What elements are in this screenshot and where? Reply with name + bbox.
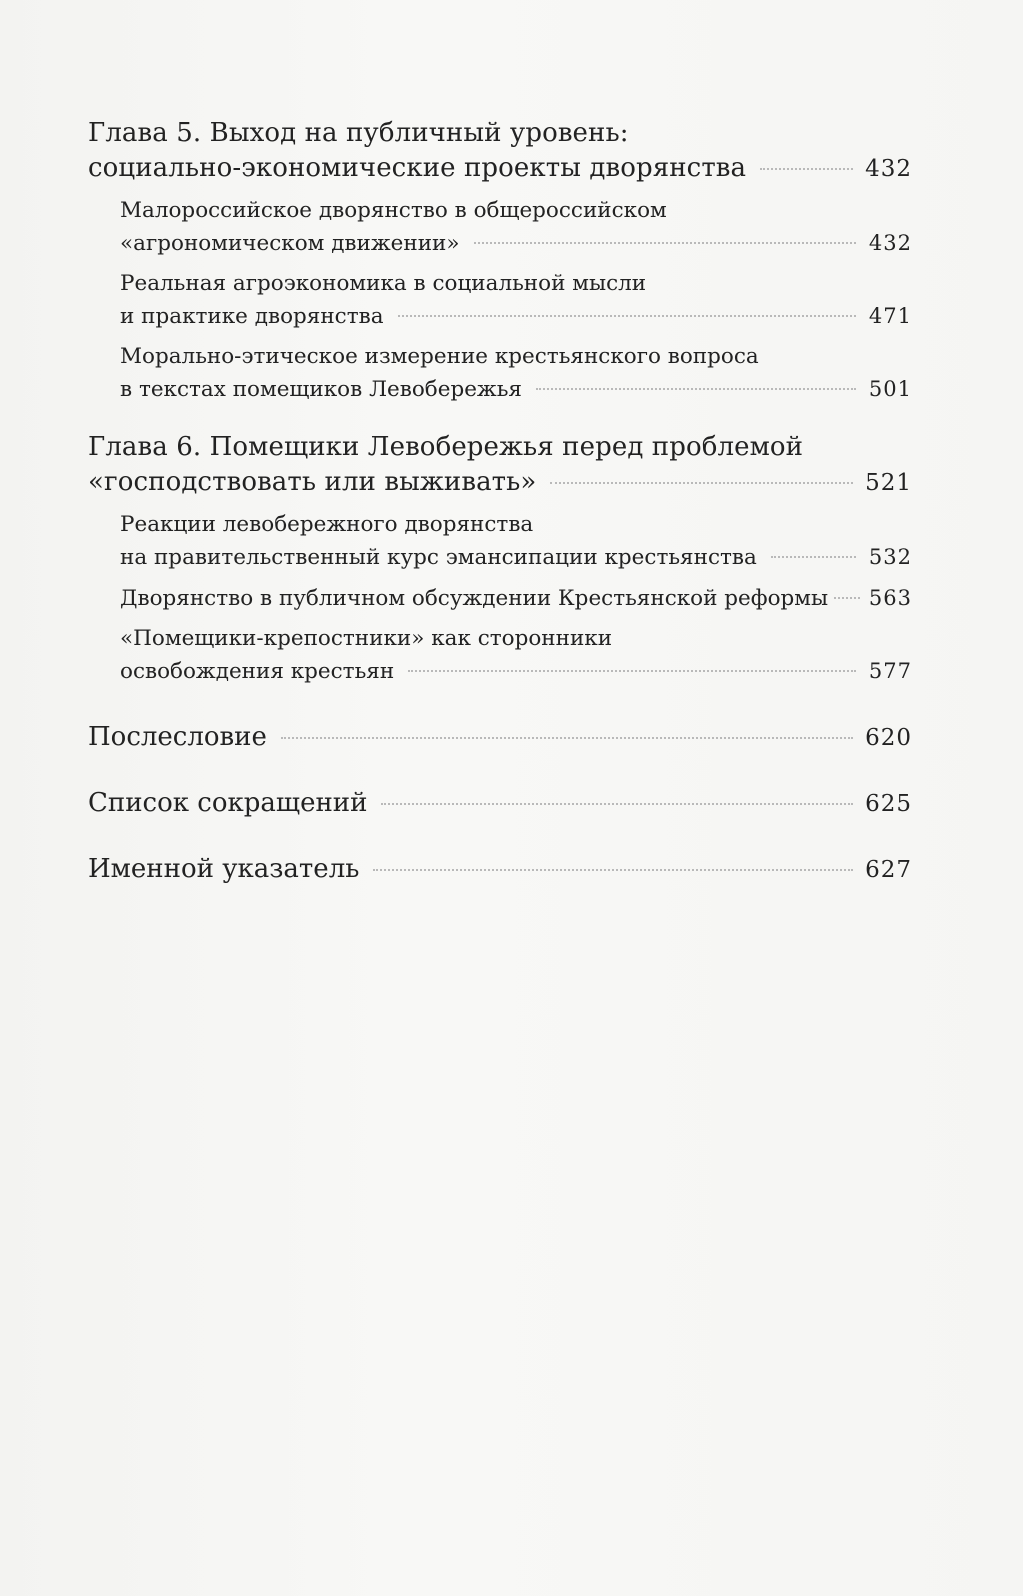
section-title-line-2 [120, 541, 912, 574]
section-title-line-1 [120, 509, 912, 541]
section-title-line-2 [120, 300, 912, 333]
page-number: 563 [868, 586, 912, 610]
page-number: 532 [868, 545, 912, 569]
section-title: Морально-этическое измерение крестьянского вопроса [120, 344, 759, 369]
section-title: освобождения крестьян [120, 659, 395, 684]
dot-leader [474, 242, 856, 244]
page-number: 577 [868, 659, 912, 683]
dot-leader [771, 556, 856, 558]
entry-line [88, 786, 912, 822]
section-title: в текстах помещиков Левобережья [120, 377, 522, 402]
dot-leader [536, 388, 856, 390]
chapter-title-line-1 [88, 116, 912, 151]
dot-leader [760, 168, 853, 170]
section-title: Дворянство в публичном обсуждении Крестьянской реформы [120, 586, 829, 611]
toc-section[interactable] [120, 623, 912, 688]
section-title: на правительственный курс эмансипации крестьянства [120, 545, 757, 570]
toc-chapter-5[interactable] [88, 116, 912, 187]
entry-title: Именной указатель [88, 854, 360, 884]
chapter-title: Глава 6. Помещики Левобережья перед проблемой [88, 432, 804, 462]
entry-title: Послесловие [88, 722, 267, 752]
page-number: 432 [865, 156, 912, 182]
page-number: 501 [868, 377, 912, 401]
dot-leader [373, 869, 853, 871]
page-number: 471 [868, 304, 912, 328]
dot-leader [281, 737, 853, 739]
toc-chapter-6[interactable] [88, 430, 912, 501]
page-number: 620 [865, 725, 912, 751]
toc-section[interactable] [120, 195, 912, 260]
page-number: 627 [865, 857, 912, 883]
entry-line [88, 852, 912, 888]
chapter-title-line-1 [88, 430, 912, 465]
table-of-contents [88, 116, 912, 888]
dot-leader [408, 670, 856, 672]
section-title-line-2 [120, 227, 912, 260]
section-title-line-2 [120, 655, 912, 688]
entry-title: Список сокращений [88, 788, 368, 818]
section-title: Реакции левобережного дворянства [120, 512, 534, 537]
section-title: Реальная агроэкономика в социальной мысли [120, 271, 647, 296]
dot-leader [398, 315, 856, 317]
page-number: 432 [868, 231, 912, 255]
page-number: 521 [865, 470, 912, 496]
toc-abbreviations[interactable] [88, 786, 912, 822]
section-title-line-1 [120, 623, 912, 655]
toc-afterword[interactable] [88, 720, 912, 756]
section-title: Малороссийское дворянство в общероссийском [120, 198, 667, 223]
toc-section[interactable] [120, 268, 912, 333]
section-title: и практике дворянства [120, 304, 384, 329]
chapter-subtitle: «господствовать или выживать» [88, 467, 537, 497]
dot-leader [550, 482, 853, 484]
dot-leader [381, 803, 853, 805]
section-title-line-1 [120, 195, 912, 227]
entry-line [88, 720, 912, 756]
chapter-title-line-2 [88, 465, 912, 501]
section-title: «Помещики-крепостники» как сторонники [120, 626, 613, 651]
section-title-line-1 [120, 582, 912, 615]
page-number: 625 [865, 791, 912, 817]
section-title-line-1 [120, 341, 912, 373]
chapter-title: Глава 5. Выход на публичный уровень: [88, 118, 629, 148]
toc-section[interactable] [120, 509, 912, 574]
toc-name-index[interactable] [88, 852, 912, 888]
chapter-title-line-2 [88, 151, 912, 187]
section-title: «агрономическом движении» [120, 231, 460, 256]
chapter-subtitle: социально-экономические проекты дворянства [88, 153, 747, 183]
section-title-line-2 [120, 373, 912, 406]
dot-leader [834, 597, 860, 599]
toc-section[interactable] [120, 341, 912, 406]
section-title-line-1 [120, 268, 912, 300]
toc-section[interactable] [120, 582, 912, 615]
